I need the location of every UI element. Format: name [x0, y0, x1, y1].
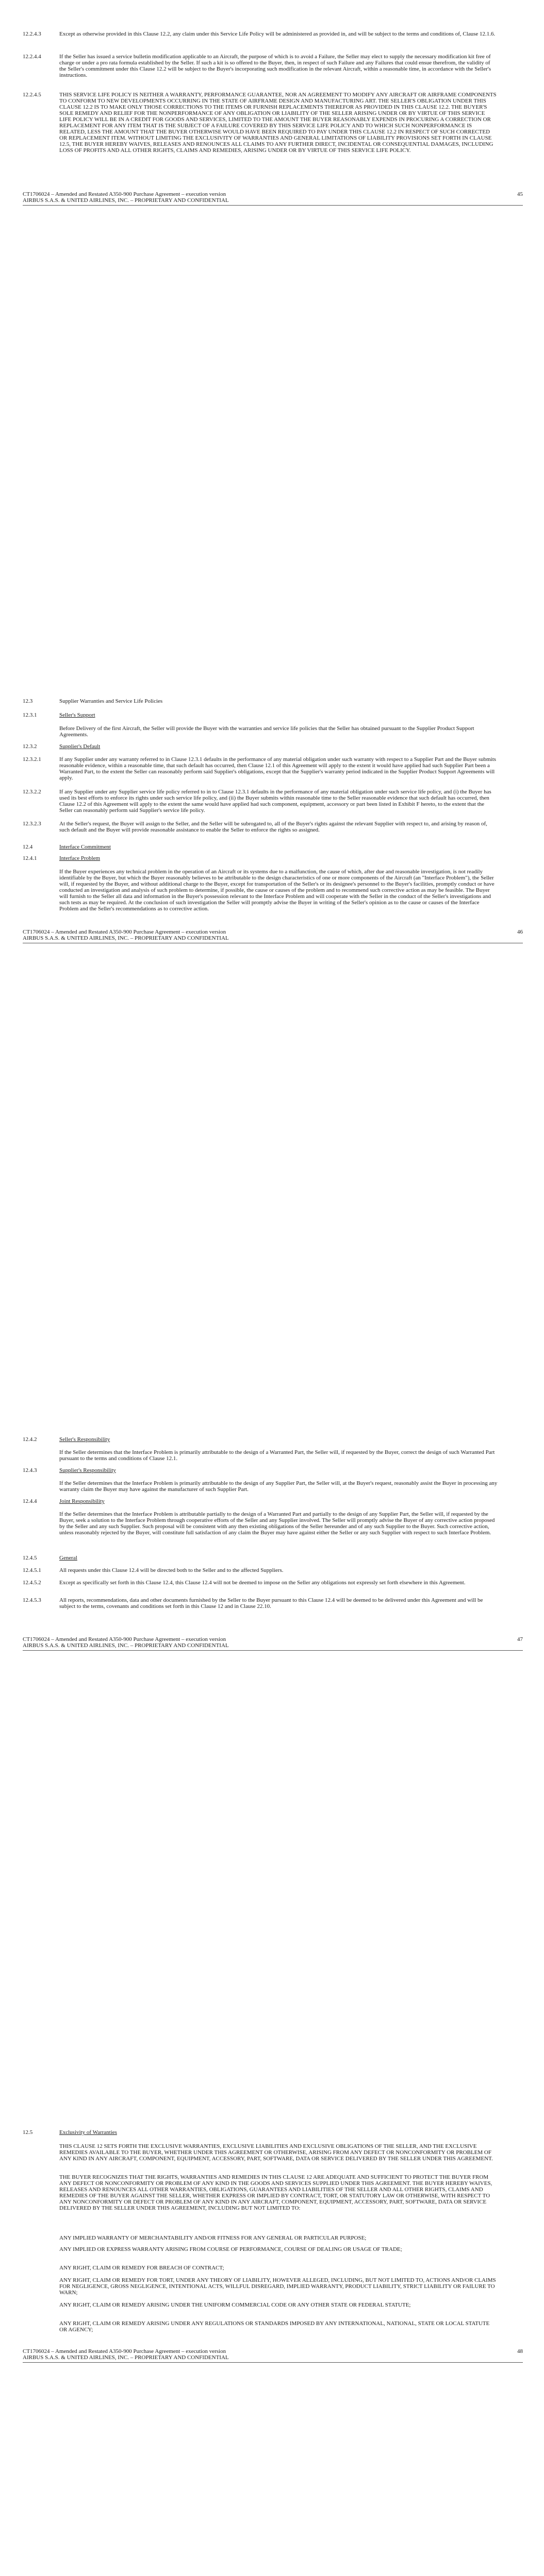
- page-number: 47: [517, 1636, 523, 1642]
- clause-text: THE BUYER RECOGNIZES THAT THE RIGHTS, WARRANTIES AND REMEDIES IN THIS CLAUSE 12 ARE ADEQUATE AND SUFFICIENT TO PROTECT THE BUYER FROM ANY DEFECT OR NONCONFORMITY OR PROBLEM OF ANY KIND IN THE GOODS AND SERVICES SUPPLIED UNDER THIS AGREEMENT. THE BUYER HEREBY WAIVES, RELEASES AND RENOUNCES ALL OTHER WARRANTIES, OBLIGATIONS, GUARANTEES AND LIABILITIES OF THE SELLER AND ALL OTHER RIGHTS, CLAIMS AND REMEDIES OF THE BUYER AGAINST THE SELLER, WHETHER EXPRESS OR IMPLIED BY CONTRACT, TORT, OR STATUTORY LAW OR OTHERWISE, WITH RESPECT TO ANY NONCONFORMITY OR DEFECT OR PROBLEM OF ANY KIND IN ANY AIRCRAFT, COMPONENT, EQUIPMENT, ACCESSORY, PART, SOFTWARE, DATA OR SERVICE DELIVERED BY THE SELLER UNDER THIS AGREEMENT, INCLUDING BUT NOT LIMITED TO:: [59, 2174, 492, 2211]
- clause-text: All requests under this Clause 12.4 will be directed both to the Seller and to the affected Suppliers.: [59, 1567, 284, 1573]
- clause-number: 12.3.2.3: [23, 821, 41, 827]
- footer-confidential: AIRBUS S.A.S. & UNITED AIRLINES, INC. – PROPRIETARY AND CONFIDENTIAL: [23, 1642, 229, 1649]
- clause-text: Before Delivery of the first Aircraft, the Seller will provide the Buyer with the warranties and service life policies that the Seller has obtained pursuant to the Supplier Product Support Agreements.: [59, 725, 474, 738]
- clause-text: If the Seller determines that the Interface Problem is attributable partially to the design of a Warranted Part and partially to the design of any Supplier Part, the Seller will, if requested by the Buyer, seek a solution to the Interface Problem through cooperative efforts of the Seller and any Supplier involved. The Seller will promptly advise the Buyer of any corrective action proposed by the Seller and any such Supplier. Such proposal will be consistent with any then existing obligations of the Seller hereunder and of any such Supplier to the Buyer. Such corrective action, unless reasonably rejected by the Buyer, will constitute full satisfaction of any claim the Buyer may have against either the Seller or any such Supplier with respect to such Interface Problem.: [59, 1511, 495, 1536]
- clause-number: 12.3: [23, 698, 33, 704]
- clause-number: 12.5: [23, 2129, 33, 2136]
- clause-text: ANY RIGHT, CLAIM OR REMEDY FOR BREACH OF CONTRACT;: [59, 2265, 224, 2271]
- clause-number: 12.2.4.3: [23, 31, 41, 37]
- clause-number: 12.4.5.2: [23, 1580, 41, 1586]
- clause-text: THIS CLAUSE 12 SETS FORTH THE EXCLUSIVE WARRANTIES, EXCLUSIVE LIABILITIES AND EXCLUSIVE OBLIGATIONS OF THE SELLER, AND THE EXCLUSIVE REMEDIES AVAILABLE TO THE BUYER, WHETHER UNDER THIS AGREEMENT OR OTHERWISE, ARISING FROM ANY DEFECT OR NONCONFORMITY OR PROBLEM OF ANY KIND IN ANY AIRCRAFT, COMPONENT, EQUIPMENT, ACCESSORY, PART, SOFTWARE, DATA OR SERVICE DELIVERED BY THE SELLER UNDER THIS AGREEMENT.: [59, 2143, 493, 2162]
- clause-heading: Seller's Responsibility: [59, 1436, 110, 1443]
- clause-heading: Exclusivity of Warranties: [59, 2129, 117, 2136]
- clause-text: THIS SERVICE LIFE POLICY IS NEITHER A WARRANTY, PERFORMANCE GUARANTEE, NOR AN AGREEMENT TO MODIFY ANY AIRCRAFT OR AIRFRAME COMPONENTS TO CONFORM TO NEW DEVELOPMENTS OCCURRING IN THE STATE OF AIRFRAME DESIGN AND MANUFACTURING ART. THE SELLER'S OBLIGATION UNDER THIS CLAUSE 12.2 IS TO MAKE ONLY THOSE CORRECTIONS TO THE ITEMS OR FURNISH REPLACEMENTS THEREFOR AS PROVIDED IN THIS CLAUSE 12.2. THE BUYER'S SOLE REMEDY AND RELIEF FOR THE NONPERFORMANCE OF ANY OBLIGATION OR LIABILITY OF THE SELLER ARISING UNDER OR BY VIRTUE OF THIS SERVICE LIFE POLICY WILL BE IN A CREDIT FOR GOODS AND SERVICES, LIMITED TO THE AMOUNT THE BUYER REASONABLY EXPENDS IN PROCURING A CORRECTION OR REPLACEMENT FOR ANY ITEM THAT IS THE SUBJECT OF A FAILURE COVERED BY THIS SERVICE LIFE POLICY AND TO WHICH SUCH NONPERFORMANCE IS RELATED, LESS THE AMOUNT THAT THE BUYER OTHERWISE WOULD HAVE BEEN REQUIRED TO PAY UNDER THIS CLAUSE 12.2 IN RESPECT OF SUCH CORRECTED OR REPLACEMENT ITEM. WITHOUT LIMITING THE EXCLUSIVITY OF WARRANTIES AND GENERAL LIMITATIONS OF LIABILITY PROVISIONS SET FORTH IN CLAUSE 12.5, THE BUYER HEREBY WAIVES, RELEASES AND RENOUNCES ALL CLAIMS TO ANY FURTHER DIRECT, INCIDENTAL OR CONSEQUENTIAL DAMAGES, INCLUDING LOSS OF PROFITS AND ALL OTHER RIGHTS, CLAIMS AND REMEDIES, ARISING UNDER OR BY VIRTUE OF THIS SERVICE LIFE POLICY.: [59, 92, 497, 154]
- clause-text: At the Seller's request, the Buyer will assign to the Seller, and the Seller will be subrogated to, all of the Buyer's rights against the relevant Supplier with respect to, and arising by reason of, such default and the Buyer will provide reasonable assistance to enable the Seller to enforce the rights so assigned.: [59, 821, 487, 833]
- clause-number: 12.3.2.2: [23, 789, 41, 795]
- page-footer: [23, 929, 523, 941]
- clause-heading: Supplier's Responsibility: [59, 1467, 116, 1473]
- clause-text: ANY IMPLIED OR EXPRESS WARRANTY ARISING FROM COURSE OF PERFORMANCE, COURSE OF DEALING OR USAGE OF TRADE;: [59, 2246, 402, 2252]
- clause-heading: Supplier's Default: [59, 743, 101, 750]
- clause-number: 12.3.2.1: [23, 756, 41, 762]
- clause-text: If any Supplier under any Supplier service life policy referred to in to Clause 12.3.1 defaults in the performance of any material obligation under such service life policy, and (i) the Buyer has used its best efforts to enforce its rights under such service life policy, and (ii) the Buyer submits within reasonable time to the Seller reasonable evidence that such default has occurred, then Clause 12.2 of this Agreement will apply to the extent the same would have applied had such component, equipment, accessory or part been listed in Exhibit F hereto, to the extent that the Seller can reasonably perform said Supplier's service life policy.: [59, 789, 491, 814]
- page-divider: [23, 1650, 523, 1651]
- clause-heading: Interface Problem: [59, 855, 101, 861]
- clause-heading: General: [59, 1555, 77, 1561]
- page-number: 48: [517, 2348, 523, 2354]
- page-footer: [23, 191, 523, 204]
- clause-number: 12.2.4.4: [23, 54, 41, 60]
- clause-number: 12.3.1: [23, 712, 37, 718]
- clause-text: ANY RIGHT, CLAIM OR REMEDY ARISING UNDER THE UNIFORM COMMERCIAL CODE OR ANY OTHER STATE OR FEDERAL STATUTE;: [59, 2302, 411, 2308]
- footer-confidential: AIRBUS S.A.S. & UNITED AIRLINES, INC. – PROPRIETARY AND CONFIDENTIAL: [23, 197, 229, 204]
- clause-number: 12.4.3: [23, 1467, 37, 1473]
- clause-text: If the Seller determines that the Interface Problem is primarily attributable to the design of a Warranted Part, the Seller will, if requested by the Buyer, correct the design of such Warranted Part pursuant to the terms and conditions of Clause 12.1.: [59, 1449, 495, 1462]
- clause-number: 12.4: [23, 844, 33, 850]
- clause-number: 12.4.4: [23, 1498, 37, 1504]
- clause-number: 12.4.1: [23, 855, 37, 861]
- clause-text: If the Buyer experiences any technical problem in the operation of an Aircraft or its systems due to a malfunction, the cause of which, after due and reasonable investigation, is not readily identifiable by the Buyer, but which the Buyer reasonably believes to be attributable to the design characteristics of one or more components of the Aircraft (an "Interface Problem"), the Seller will, if requested by the Buyer, and without additional charge to the Buyer, except for transportation of the Seller's or its designee's personnel to the Buyer's facilities, promptly conduct or have conducted an investigation and analysis of such problem to determine, if possible, the cause or causes of the problem and to recommend such corrective action as may be feasible. The Buyer will furnish to the Seller all data and information in the Buyer's possession relevant to the Interface Problem and will cooperate with the Seller in the conduct of the Seller's investigations and such tests as may be required. At the conclusion of such investigation the Seller will promptly advise the Buyer in writing of the Seller's opinion as to the cause or causes of the Interface Problem and the Seller's recommendations as to corrective action.: [59, 869, 494, 912]
- page-divider: [23, 205, 523, 206]
- clause-text: If any Supplier under any warranty referred to in Clause 12.3.1 defaults in the performance of any material obligation under such warranty with respect to a Supplier Part and the Buyer submits reasonable evidence, within a reasonable time, that such default has occurred, then Clause 12.1 of this Agreement will apply to the extent it would have applied had such Supplier Part been a Warranted Part, to the extent the Seller can reasonably perform said Supplier's obligations, except that the Supplier's warranty period indicated in the Supplier Product Support Agreements will apply.: [59, 756, 497, 781]
- footer-document-id: CT1706024 – Amended and Restated A350-900 Purchase Agreement – execution version: [23, 191, 226, 197]
- clause-text: Except as otherwise provided in this Clause 12.2, any claim under this Service Life Policy will be administered as provided in, and will be subject to the terms and conditions of, Clause 12.1.6.: [59, 31, 496, 37]
- clause-text: Except as specifically set forth in this Clause 12.4, this Clause 12.4 will not be deemed to impose on the Seller any obligations not expressly set forth elsewhere in this Agreement.: [59, 1580, 466, 1586]
- page-footer: [23, 2348, 523, 2361]
- clause-number: 12.4.2: [23, 1436, 37, 1443]
- clause-number: 12.4.5.1: [23, 1567, 41, 1573]
- clause-heading: Joint Responsibility: [59, 1498, 105, 1504]
- page-divider: [23, 2362, 523, 2363]
- clause-number: 12.2.4.5: [23, 92, 41, 98]
- clause-heading: Seller's Support: [59, 712, 95, 718]
- footer-confidential: AIRBUS S.A.S. & UNITED AIRLINES, INC. – PROPRIETARY AND CONFIDENTIAL: [23, 2354, 229, 2361]
- page-footer: [23, 1636, 523, 1649]
- clause-text: If the Seller has issued a service bulletin modification applicable to an Aircraft, the purpose of which is to avoid a Failure, the Seller may elect to supply the necessary modification kit free of charge or under a pro rata formula established by the Seller. If such a kit is so offered to the Buyer, then, in respect of such Failure and any Failures that could ensue therefrom, the validity of the Seller's commitment under this Clause 12.2 will be subject to the Buyer's incorporating such modification in the relevant Aircraft, within a reasonable time, in accordance with the Seller's instructions.: [59, 54, 491, 78]
- clause-text: If the Seller determines that the Interface Problem is primarily attributable to the design of any Supplier Part, the Seller will, at the Buyer's request, reasonably assist the Buyer in processing any warranty claim the Buyer may have against the manufacturer of such Supplier Part.: [59, 1480, 498, 1493]
- footer-document-id: CT1706024 – Amended and Restated A350-900 Purchase Agreement – execution version: [23, 2348, 226, 2354]
- clause-number: 12.4.5: [23, 1555, 37, 1561]
- clause-text: ANY RIGHT, CLAIM OR REMEDY FOR TORT, UNDER ANY THEORY OF LIABILITY, HOWEVER ALLEGED, INCLUDING, BUT NOT LIMITED TO, ACTIONS AND/OR CLAIMS FOR NEGLIGENCE, GROSS NEGLIGENCE, INTENTIONAL ACTS, WILLFUL DISREGARD, IMPLIED WARRANTY, PRODUCT LIABILITY, STRICT LIABILITY OR FAILURE TO WARN;: [59, 2277, 496, 2296]
- page-number: 45: [517, 191, 523, 197]
- clause-number: 12.4.5.3: [23, 1597, 41, 1603]
- clause-text: ANY RIGHT, CLAIM OR REMEDY ARISING UNDER ANY REGULATIONS OR STANDARDS IMPOSED BY ANY INTERNATIONAL, NATIONAL, STATE OR LOCAL STATUTE OR AGENCY;: [59, 2320, 490, 2333]
- clause-text: ANY IMPLIED WARRANTY OF MERCHANTABILITY AND/OR FITNESS FOR ANY GENERAL OR PARTICULAR PURPOSE;: [59, 2235, 367, 2241]
- clause-heading: Interface Commitment: [59, 844, 111, 850]
- page-number: 46: [517, 929, 523, 935]
- footer-confidential: AIRBUS S.A.S. & UNITED AIRLINES, INC. – PROPRIETARY AND CONFIDENTIAL: [23, 935, 229, 941]
- footer-document-id: CT1706024 – Amended and Restated A350-900 Purchase Agreement – execution version: [23, 1636, 226, 1642]
- footer-document-id: CT1706024 – Amended and Restated A350-900 Purchase Agreement – execution version: [23, 929, 226, 935]
- clause-heading: Supplier Warranties and Service Life Policies: [59, 698, 163, 704]
- clause-number: 12.3.2: [23, 743, 37, 750]
- clause-text: All reports, recommendations, data and other documents furnished by the Seller to the Buyer pursuant to this Clause 12.4 will be deemed to be delivered under this Agreement and will be subject to the terms, covenants and conditions set forth in this Clause 12 and in Clause 22.10.: [59, 1597, 483, 1609]
